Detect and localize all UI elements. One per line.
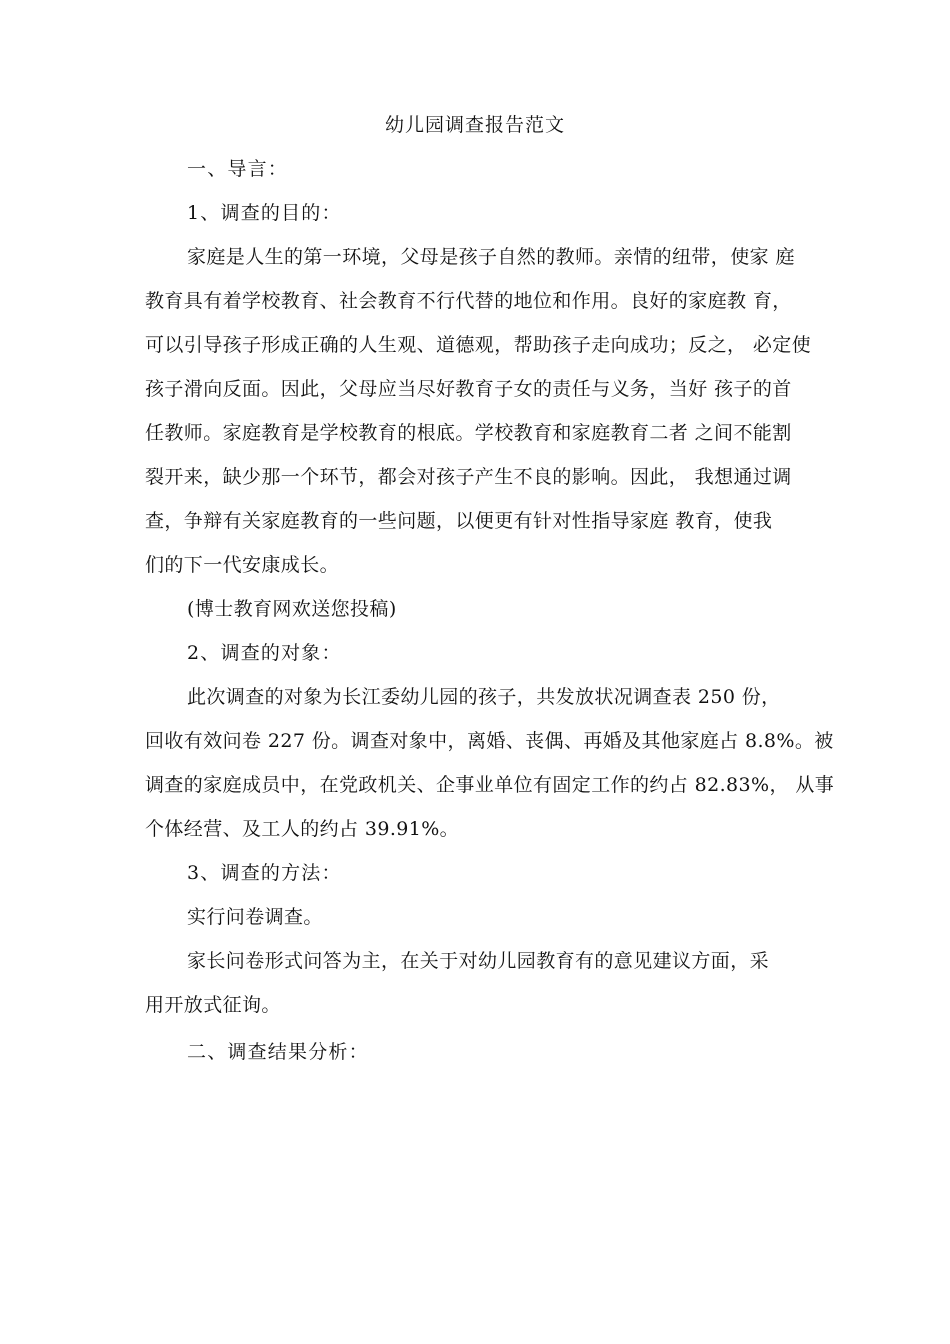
paragraph-line: 任教师。家庭教育是学校教育的根底。学校教育和家庭教育二者 之间不能割: [145, 422, 792, 444]
paragraph-line: 教育具有着学校教育、社会教育不行代替的地位和作用。良好的家庭教 育，: [145, 290, 792, 312]
paragraph-line: 家庭是人生的第一环境，父母是孩子自然的教师。亲情的纽带，使家 庭: [187, 246, 795, 268]
paragraph-line: 回收有效问卷 227 份。调查对象中，离婚、丧偶、再婚及其他家庭占 8.8%。被: [145, 730, 834, 752]
paragraph-line: 个体经营、及工人的约占 39.91%。: [145, 818, 460, 840]
paragraph-line: 们的下一代安康成长。: [145, 554, 340, 576]
paragraph-line: 用开放式征询。: [145, 994, 281, 1016]
document-title: 幼儿园调查报告范文: [384, 114, 565, 136]
submission-note: (博士教育网欢送您投稿): [187, 598, 397, 620]
paragraph-line: 查，争辩有关家庭教育的一些问题，以便更有针对性指导家庭 教育，使我: [145, 510, 773, 532]
paragraph-line: 家长问卷形式问答为主，在关于对幼儿园教育有的意见建议方面，采: [187, 950, 770, 972]
paragraph-line: 此次调查的对象为长江委幼儿园的孩子，共发放状况调查表 250 份，: [187, 686, 781, 708]
subsection-heading-purpose: 1、调查的目的：: [187, 202, 342, 224]
paragraph-line: 裂开来，缺少那一个环节，都会对孩子产生不良的影响。因此， 我想通过调: [145, 466, 792, 488]
subsection-heading-subjects: 2、调查的对象：: [187, 642, 342, 664]
paragraph-line: 实行问卷调查。: [187, 906, 323, 928]
paragraph-line: 调查的家庭成员中，在党政机关、企事业单位有固定工作的约占 82.83%， 从事: [145, 774, 835, 796]
section-heading-introduction: 一、导言：: [187, 158, 289, 180]
section-heading-results: 二、调查结果分析：: [187, 1041, 369, 1063]
paragraph-line: 孩子滑向反面。因此，父母应当尽好教育子女的责任与义务，当好 孩子的首: [145, 378, 792, 400]
paragraph-line: 可以引导孩子形成正确的人生观、道德观，帮助孩子走向成功；反之， 必定使: [145, 334, 812, 356]
subsection-heading-method: 3、调查的方法：: [187, 862, 342, 884]
